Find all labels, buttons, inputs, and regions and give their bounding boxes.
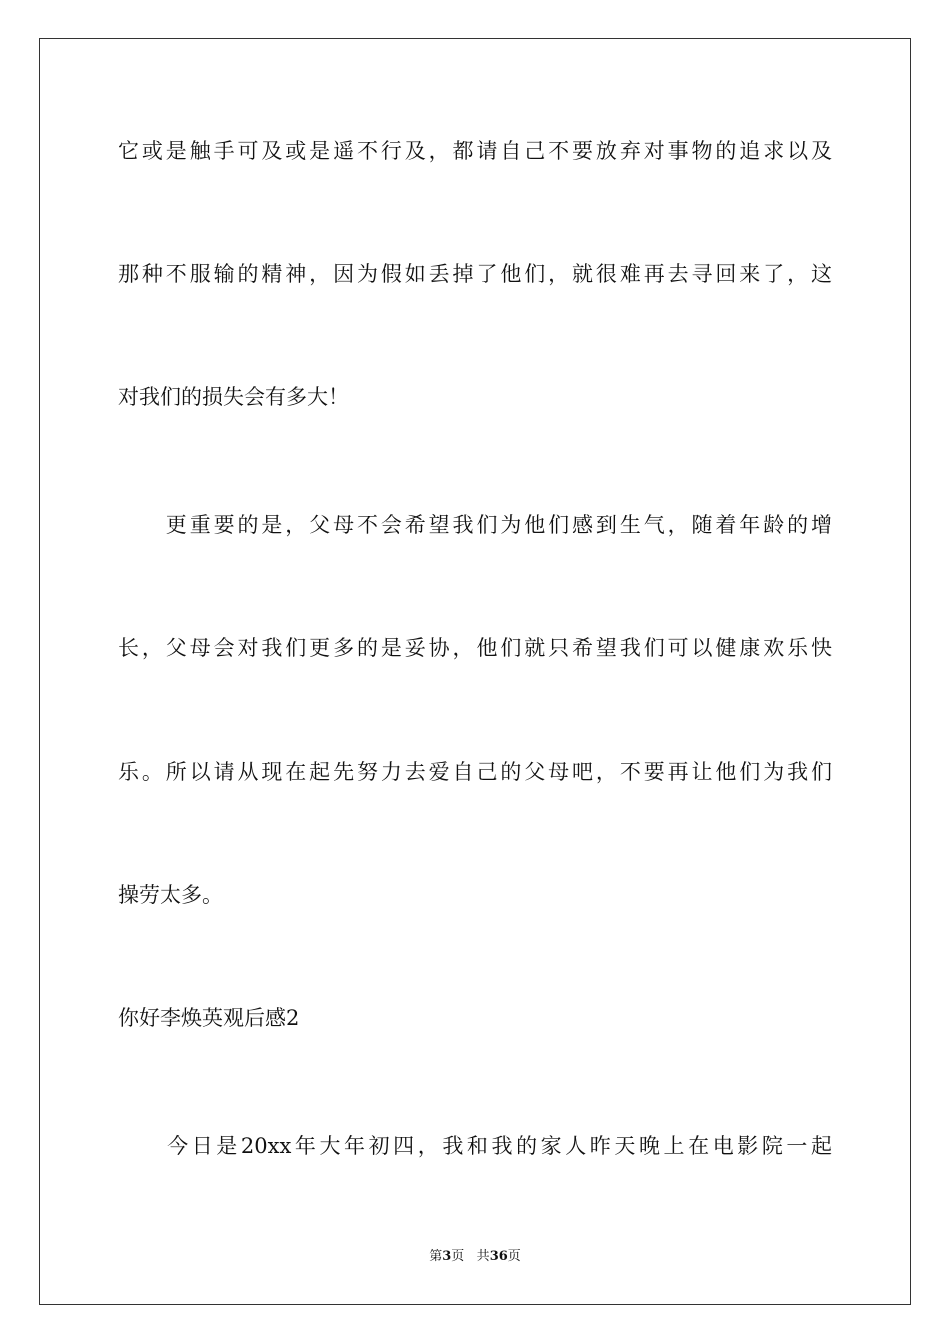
footer-page-total: 36 (489, 1249, 508, 1264)
text-line-3: 对我们的损失会有多大！ (118, 385, 349, 409)
text-line-5: 长，父母会对我们更多的是妥协，他们就只希望我们可以健康欢乐快 (118, 636, 832, 660)
text-line-7: 操劳太多。 (118, 883, 223, 907)
page-footer (0, 1248, 950, 1266)
page-border (39, 38, 911, 1305)
text-line-6: 乐。所以请从现在起先努力去爱自己的父母吧，不要再让他们为我们 (118, 760, 832, 784)
text-line-2: 那种不服输的精神，因为假如丢掉了他们，就很难再去寻回来了，这 (118, 262, 832, 286)
footer-page-current: 3 (442, 1249, 452, 1264)
section-heading: 你好李焕英观后感2 (118, 1006, 300, 1030)
footer-page-suffix: 页 (451, 1249, 465, 1264)
text-line-4: 更重要的是，父母不会希望我们为他们感到生气，随着年龄的增 (118, 513, 832, 537)
footer-page-prefix: 第 (429, 1249, 443, 1264)
text-line-9: 今日是20xx年大年初四，我和我的家人昨天晚上在电影院一起 (118, 1134, 832, 1158)
footer-total-suffix: 页 (507, 1249, 521, 1264)
text-line-1: 它或是触手可及或是遥不行及，都请自己不要放弃对事物的追求以及 (118, 139, 832, 163)
footer-total-prefix: 共 (476, 1249, 490, 1264)
